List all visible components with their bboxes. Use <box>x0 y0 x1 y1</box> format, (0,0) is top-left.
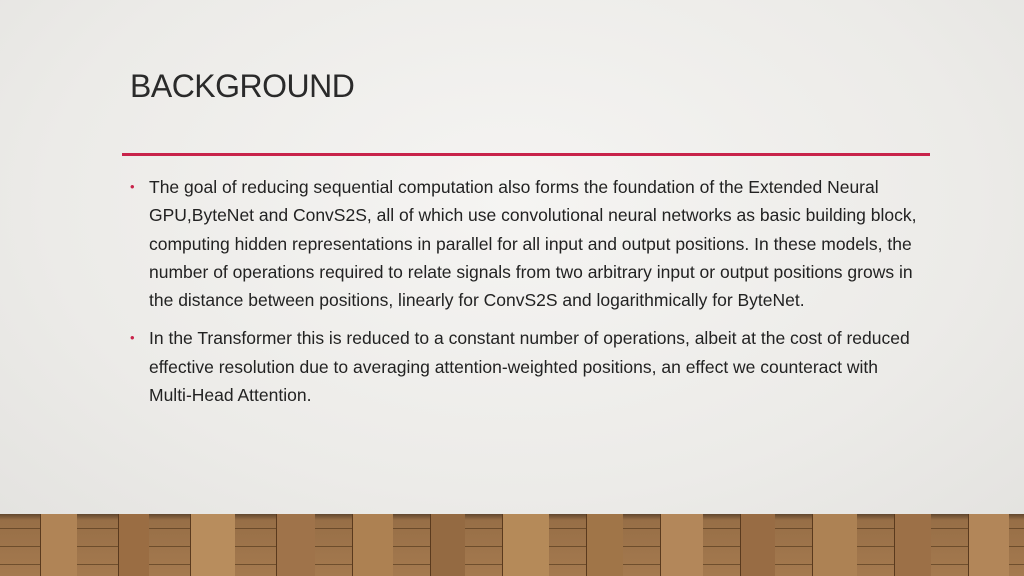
bullet-item <box>130 324 920 409</box>
floor-plank <box>276 514 315 576</box>
floor-plank <box>118 514 149 576</box>
title-divider <box>122 153 930 156</box>
floor-plank <box>352 514 393 576</box>
floor-plank <box>430 514 465 576</box>
floor-plank <box>660 514 703 576</box>
floor-plank <box>812 514 857 576</box>
bullet-text: The goal of reducing sequential computation also forms the foundation of the Extended Neural GPU,ByteNet and ConvS2S, all of which use convolutional neural networks as basic building block, computing hidden representations in parallel for all input and output positions. In these models, the number of operations required to relate signals from two arbitrary input or output positions grows in the distance between positions, linearly for ConvS2S and logarithmically for ByteNet. <box>149 177 917 311</box>
bullet-marker: • <box>130 330 135 346</box>
wood-floor-decoration <box>0 514 1024 576</box>
floor-plank <box>894 514 931 576</box>
slide-title: BACKGROUND <box>130 68 355 104</box>
floor-plank <box>40 514 77 576</box>
floor-plank <box>740 514 775 576</box>
floor-plank <box>190 514 235 576</box>
floor-plank <box>586 514 623 576</box>
floor-plank <box>502 514 549 576</box>
bullet-item <box>130 173 920 314</box>
floor-plank <box>968 514 1009 576</box>
bullet-list <box>130 173 920 419</box>
bullet-marker: • <box>130 179 135 194</box>
bullet-text: In the Transformer this is reduced to a constant number of operations, albeit at the cost of reduced effective resolution due to averaging attention-weighted positions, an effect we counteract with Multi-Head Attention. <box>149 328 910 406</box>
